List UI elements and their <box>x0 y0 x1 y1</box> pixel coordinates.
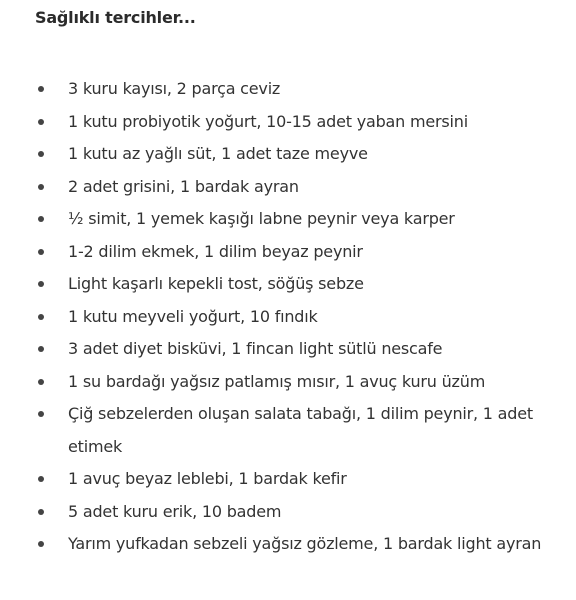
list-item <box>0 398 576 463</box>
section-heading: Sağlıklı tercihler... <box>35 8 196 27</box>
bullet-icon <box>38 119 44 125</box>
list-item-text: 3 kuru kayısı, 2 parça ceviz <box>68 79 281 98</box>
list-item-text: Light kaşarlı kepekli tost, söğüş sebze <box>68 274 364 293</box>
list-item <box>0 301 576 334</box>
list-item <box>0 106 576 139</box>
list-item-text: 1-2 dilim ekmek, 1 dilim beyaz peynir <box>68 241 363 261</box>
bullet-icon <box>38 184 44 190</box>
bullet-icon <box>38 509 44 515</box>
bullet-icon <box>38 151 44 157</box>
bullet-icon <box>38 281 44 287</box>
bullet-icon <box>38 541 44 547</box>
bullet-icon <box>38 346 44 352</box>
list-item <box>0 528 576 561</box>
list-item <box>0 171 576 204</box>
list-item <box>0 496 576 529</box>
list-item <box>0 73 576 106</box>
list-item-text: 1 su bardağı yağsız patlamış mısır, 1 avuç kuru üzüm <box>68 371 486 391</box>
list-item <box>0 203 576 236</box>
bullet-icon <box>38 249 44 255</box>
bullet-icon <box>38 411 44 417</box>
bullet-icon <box>38 216 44 222</box>
list-item-text: ½ simit, 1 yemek kaşığı labne peynir veya karper <box>68 209 455 228</box>
list-item-text: Yarım yufkadan sebzeli yağsız gözleme, 1 bardak light ayran <box>68 534 542 553</box>
list-item <box>0 268 576 301</box>
list-item-text: 1 kutu probiyotik yoğurt, 10-15 adet yaban mersini <box>68 111 468 131</box>
list-item-text: 1 kutu meyveli yoğurt, 10 fındık <box>68 306 318 326</box>
bullet-icon <box>38 314 44 320</box>
list-item-text: 2 adet grisini, 1 bardak ayran <box>68 176 299 196</box>
list-item-text: 3 adet diyet bisküvi, 1 fincan light sütlü nescafe <box>68 339 443 358</box>
list-item-text: 1 kutu az yağlı süt, 1 adet taze meyve <box>68 144 368 163</box>
healthy-choices-list <box>0 73 576 561</box>
list-item <box>0 138 576 171</box>
list-item <box>0 333 576 366</box>
bullet-icon <box>38 476 44 482</box>
list-item-text: Çiğ sebzelerden oluşan salata tabağı, 1 dilim peynir, 1 adet etimek <box>68 404 533 456</box>
list-item <box>0 463 576 496</box>
list-item-text: 5 adet kuru erik, 10 badem <box>68 501 282 521</box>
list-item <box>0 366 576 399</box>
bullet-icon <box>38 86 44 92</box>
list-item-text: 1 avuç beyaz leblebi, 1 bardak kefir <box>68 469 347 488</box>
bullet-icon <box>38 379 44 385</box>
list-item <box>0 236 576 269</box>
